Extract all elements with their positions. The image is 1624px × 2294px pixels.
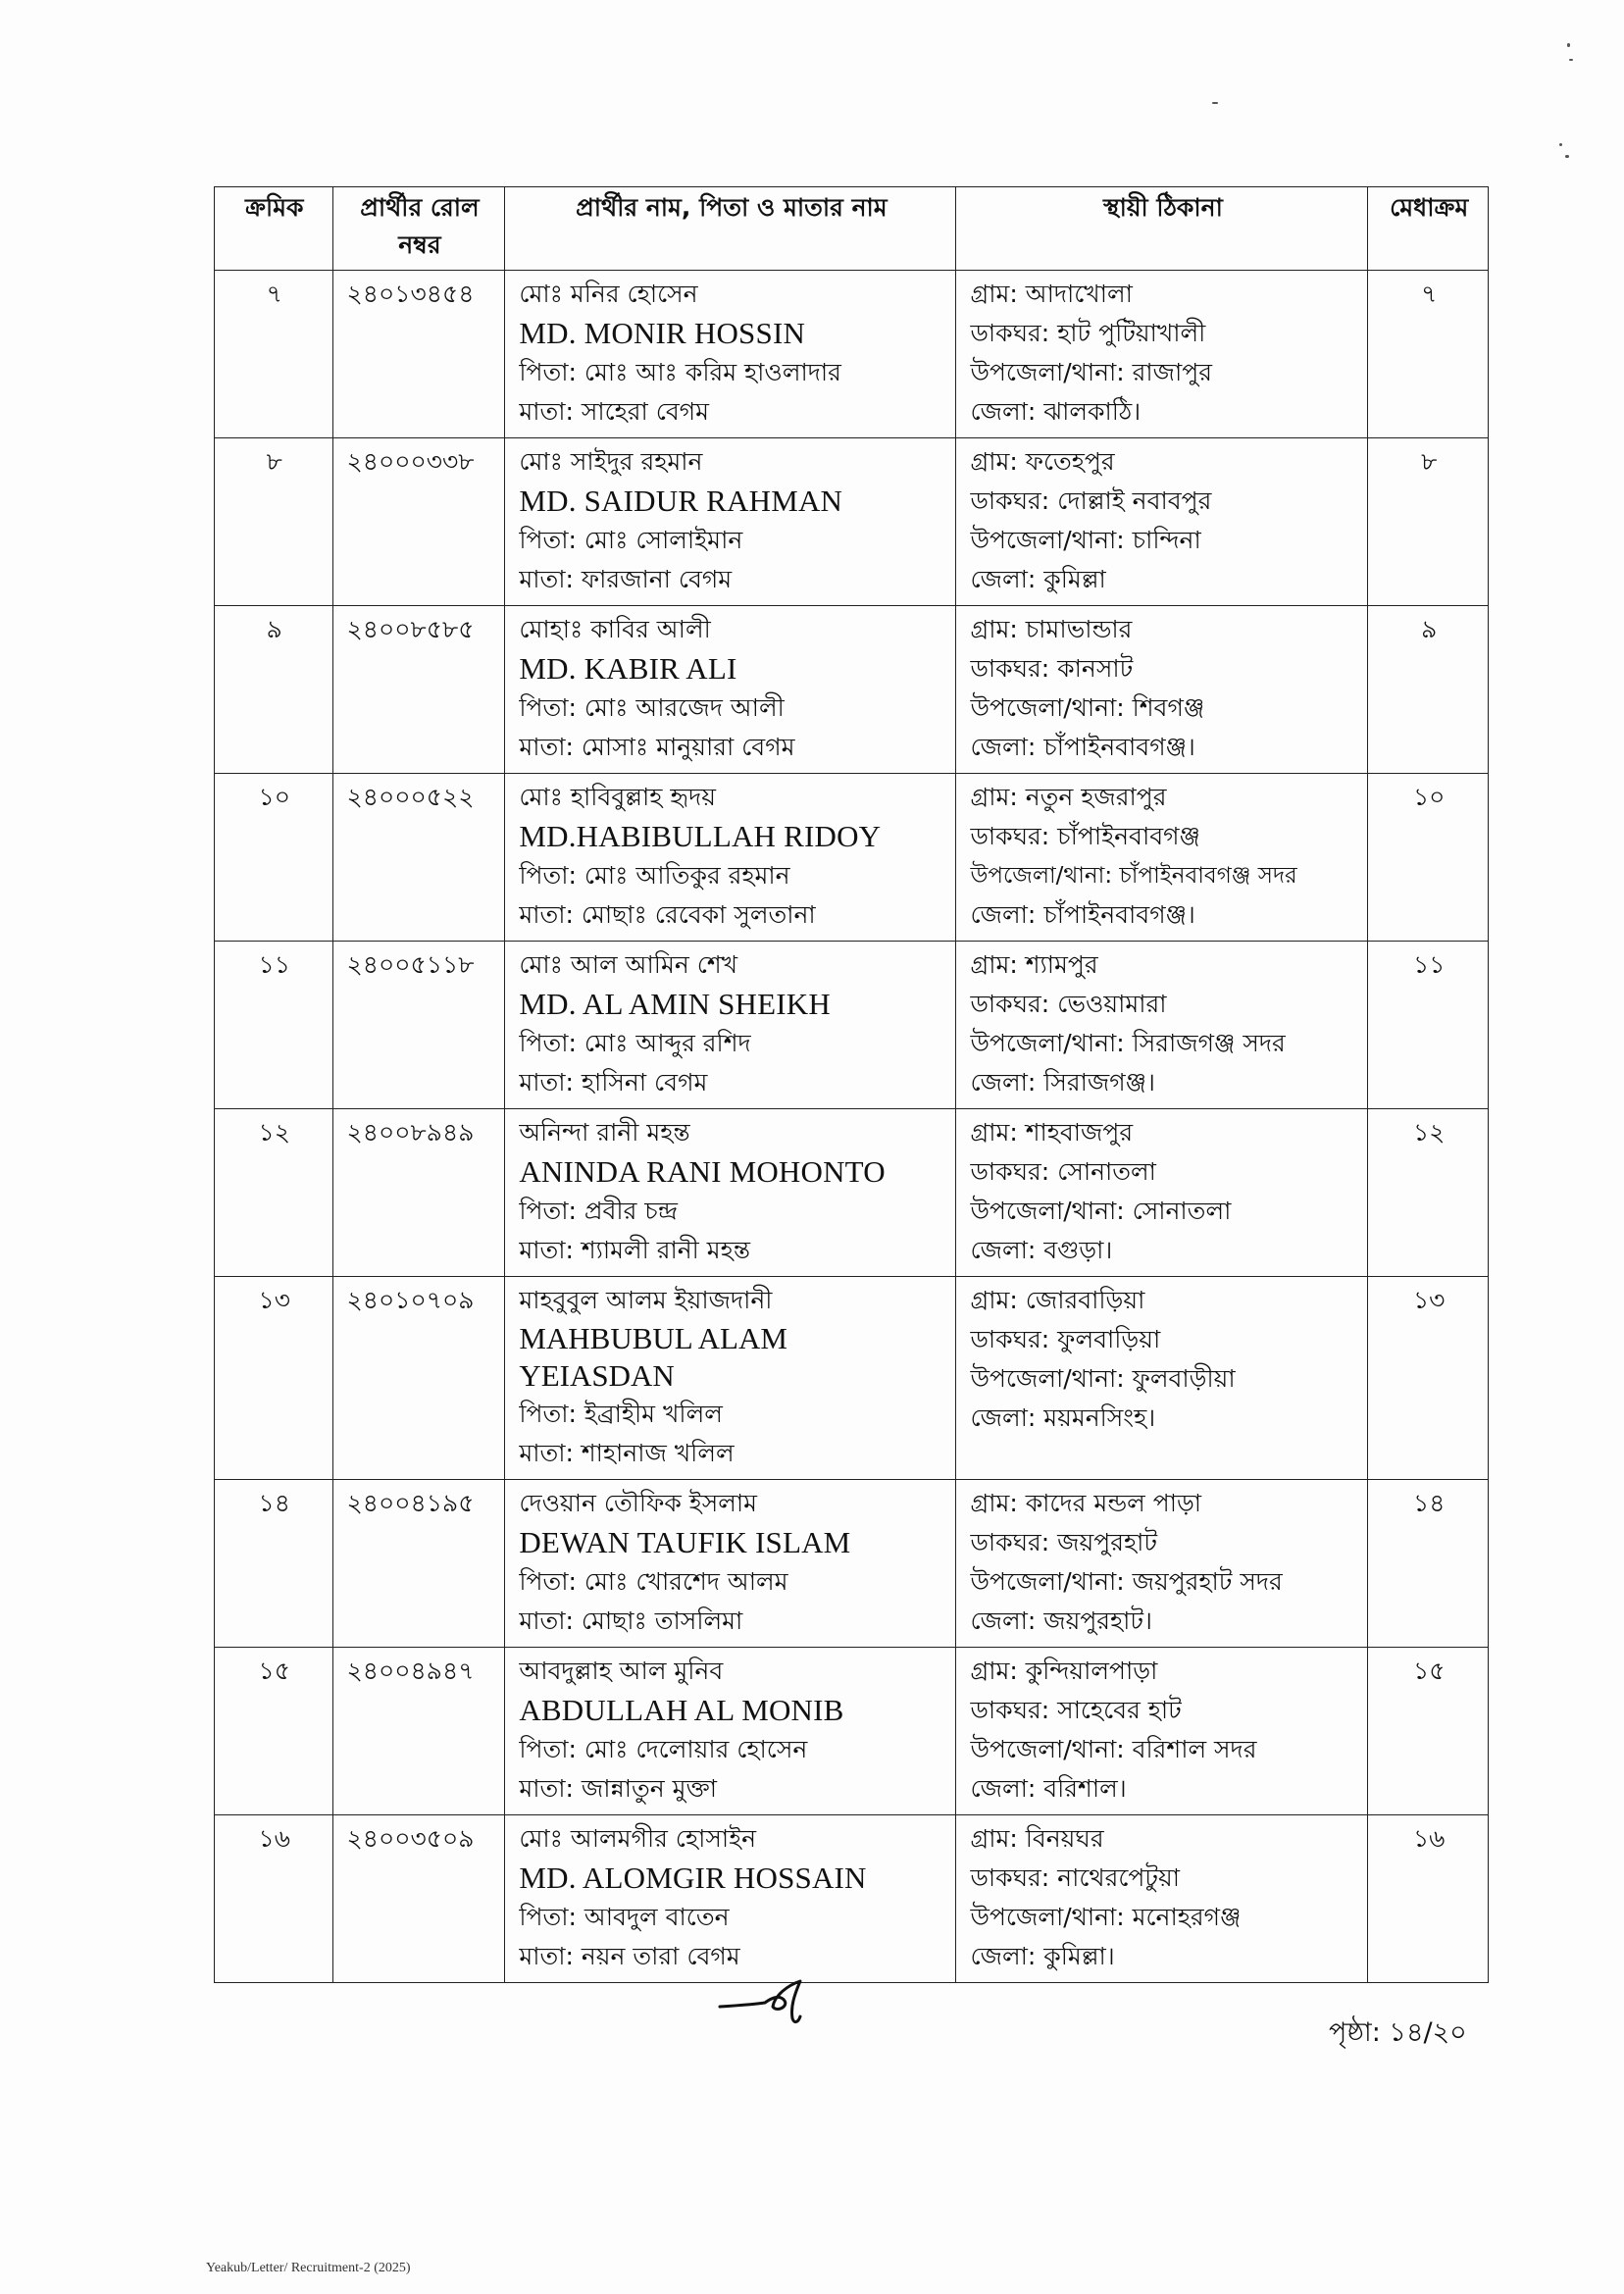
candidate-name-en: MD. SAIDUR RAHMAN <box>519 484 843 518</box>
address-cell <box>956 1648 1368 1815</box>
address-village: গ্রাম: চামাভান্ডার <box>970 615 1133 643</box>
address-district: জেলা: কুমিল্লা <box>970 565 1106 593</box>
address-upazila: উপজেলা/থানা: ফুলবাড়ীয়া <box>970 1364 1236 1393</box>
address-upazila: উপজেলা/থানা: বরিশাল সদর <box>970 1735 1257 1763</box>
roll-cell: ২৪০১০৭০৯ <box>332 1277 505 1480</box>
name-cell <box>505 1815 956 1983</box>
name-cell <box>505 438 956 606</box>
candidate-name-bn: দেওয়ান তৌফিক ইসলাম <box>519 1489 758 1517</box>
mother-name: মাতা: শাহানাজ খলিল <box>519 1439 735 1467</box>
table-row <box>215 1480 1489 1648</box>
candidate-results-table <box>214 186 1489 1983</box>
roll-cell: ২৪০০৩৫০৯ <box>332 1815 505 1983</box>
address-cell <box>956 606 1368 774</box>
header-address: স্থায়ী ঠিকানা <box>956 187 1368 271</box>
name-cell <box>505 1480 956 1648</box>
roll-cell: ২৪০০৫১১৮ <box>332 942 505 1109</box>
header-roll: প্রার্থীর রোল নম্বর <box>332 187 505 271</box>
signature-mark <box>716 1973 824 2032</box>
address-cell <box>956 438 1368 606</box>
scan-speck <box>1567 43 1570 47</box>
table-row <box>215 942 1489 1109</box>
serial-cell: ৯ <box>215 606 333 774</box>
candidate-name-en: ABDULLAH AL MONIB <box>519 1693 844 1727</box>
merit-cell: ১৫ <box>1368 1648 1489 1815</box>
mother-name: মাতা: নয়ন তারা বেগম <box>519 1942 740 1970</box>
candidate-name-en: MAHBUBUL ALAM YEIASDAN <box>519 1321 787 1393</box>
address-village: গ্রাম: আদাখোলা <box>970 280 1133 308</box>
candidate-name-en: DEWAN TAUFIK ISLAM <box>519 1525 851 1559</box>
address-cell <box>956 1480 1368 1648</box>
address-district: জেলা: জয়পুরহাট। <box>970 1606 1152 1635</box>
address-cell <box>956 774 1368 942</box>
address-district: জেলা: চাঁপাইনবাবগঞ্জ। <box>970 900 1195 929</box>
candidate-name-bn: অনিন্দা রানী মহন্ত <box>519 1118 690 1147</box>
header-merit: মেধাক্রম <box>1368 187 1489 271</box>
mother-name: মাতা: হাসিনা বেগম <box>519 1068 708 1096</box>
address-post: ডাকঘর: ফুলবাড়িয়া <box>970 1325 1161 1353</box>
merit-cell: ১০ <box>1368 774 1489 942</box>
roll-cell: ২৪০০০৫২২ <box>332 774 505 942</box>
roll-cell: ২৪০০৮৯৪৯ <box>332 1109 505 1277</box>
serial-cell: ৮ <box>215 438 333 606</box>
header-serial: ক্রমিক <box>215 187 333 271</box>
merit-cell: ৭ <box>1368 271 1489 438</box>
merit-cell: ৯ <box>1368 606 1489 774</box>
table-row <box>215 606 1489 774</box>
candidate-name-bn: মোঃ আল আমিন শেখ <box>519 950 738 979</box>
serial-cell: ১৫ <box>215 1648 333 1815</box>
candidate-name-bn: মোঃ মনির হোসেন <box>519 280 698 308</box>
address-village: গ্রাম: শাহবাজপুর <box>970 1118 1134 1147</box>
mother-name: মাতা: মোসাঃ মানুয়ারা বেগম <box>519 733 795 761</box>
name-cell <box>505 271 956 438</box>
serial-cell: ৭ <box>215 271 333 438</box>
address-village: গ্রাম: বিনয়ঘর <box>970 1824 1104 1853</box>
page-number: পৃষ্ঠা: ১৪/২০ <box>1329 2017 1467 2048</box>
mother-name: মাতা: মোছাঃ রেবেকা সুলতানা <box>519 900 816 929</box>
father-name: পিতা: মোঃ দেলোয়ার হোসেন <box>519 1735 808 1763</box>
scan-speck <box>1559 143 1562 146</box>
merit-cell: ১৪ <box>1368 1480 1489 1648</box>
serial-cell: ১৬ <box>215 1815 333 1983</box>
table-row <box>215 1109 1489 1277</box>
roll-cell: ২৪০০৪৯৪৭ <box>332 1648 505 1815</box>
table-row <box>215 271 1489 438</box>
roll-cell: ২৪০০০৩৩৮ <box>332 438 505 606</box>
candidate-name-en: MD. KABIR ALI <box>519 651 737 686</box>
father-name: পিতা: মোঃ আঃ করিম হাওলাদার <box>519 358 841 386</box>
father-name: পিতা: মোঃ আব্দুর রশিদ <box>519 1029 751 1057</box>
address-upazila: উপজেলা/থানা: সোনাতলা <box>970 1197 1232 1225</box>
serial-cell: ১৪ <box>215 1480 333 1648</box>
address-village: গ্রাম: নতুন হজরাপুর <box>970 783 1167 811</box>
header-name: প্রার্থীর নাম, পিতা ও মাতার নাম <box>505 187 956 271</box>
address-village: গ্রাম: জোরবাড়িয়া <box>970 1286 1145 1314</box>
candidate-name-en: MD.HABIBULLAH RIDOY <box>519 819 882 853</box>
table-row <box>215 1277 1489 1480</box>
address-cell <box>956 1109 1368 1277</box>
mother-name: মাতা: শ্যামলী রানী মহন্ত <box>519 1236 751 1264</box>
roll-cell: ২৪০০৪১৯৫ <box>332 1480 505 1648</box>
mother-name: মাতা: মোছাঃ তাসলিমা <box>519 1606 743 1635</box>
name-cell <box>505 606 956 774</box>
address-upazila: উপজেলা/থানা: চান্দিনা <box>970 526 1201 554</box>
footer-reference: Yeakub/Letter/ Recruitment-2 (2025) <box>206 2261 411 2275</box>
name-cell <box>505 1277 956 1480</box>
address-upazila: উপজেলা/থানা: মনোহরগঞ্জ <box>970 1903 1242 1931</box>
father-name: পিতা: প্রবীর চন্দ্র <box>519 1197 678 1225</box>
mother-name: মাতা: ফারজানা বেগম <box>519 565 733 593</box>
candidate-name-bn: আবদুল্লাহ আল মুনিব <box>519 1657 724 1685</box>
serial-cell: ১৩ <box>215 1277 333 1480</box>
name-cell <box>505 774 956 942</box>
address-village: গ্রাম: কাদের মন্ডল পাড়া <box>970 1489 1202 1517</box>
address-district: জেলা: বরিশাল। <box>970 1774 1127 1803</box>
address-village: গ্রাম: ফতেহপুর <box>970 447 1115 476</box>
address-post: ডাকঘর: জয়পুরহাট <box>970 1528 1157 1556</box>
merit-cell: ১৩ <box>1368 1277 1489 1480</box>
table-row <box>215 1815 1489 1983</box>
address-post: ডাকঘর: কানসাট <box>970 654 1134 683</box>
address-upazila: উপজেলা/থানা: সিরাজগঞ্জ সদর <box>970 1029 1286 1057</box>
address-cell <box>956 1815 1368 1983</box>
address-post: ডাকঘর: চাঁপাইনবাবগঞ্জ <box>970 822 1200 850</box>
scan-speck <box>1565 155 1569 158</box>
address-district: জেলা: কুমিল্লা। <box>970 1942 1115 1970</box>
address-cell <box>956 1277 1368 1480</box>
father-name: পিতা: মোঃ আতিকুর রহমান <box>519 861 790 890</box>
father-name: পিতা: আবদুল বাতেন <box>519 1903 730 1931</box>
table-row <box>215 438 1489 606</box>
father-name: পিতা: মোঃ খোরশেদ আলম <box>519 1567 788 1596</box>
name-cell <box>505 942 956 1109</box>
candidate-name-bn: মাহবুবুল আলম ইয়াজদানী <box>519 1286 773 1314</box>
address-post: ডাকঘর: সাহেবের হাট <box>970 1696 1182 1724</box>
address-post: ডাকঘর: নাথেরপেটুয়া <box>970 1863 1180 1892</box>
merit-cell: ৮ <box>1368 438 1489 606</box>
merit-cell: ১২ <box>1368 1109 1489 1277</box>
name-cell <box>505 1648 956 1815</box>
address-post: ডাকঘর: হাট পুটিয়াখালী <box>970 319 1206 347</box>
table-row <box>215 774 1489 942</box>
address-district: জেলা: বগুড়া। <box>970 1236 1113 1264</box>
serial-cell: ১১ <box>215 942 333 1109</box>
mother-name: মাতা: জান্নাতুন মুক্তা <box>519 1774 718 1803</box>
address-upazila: উপজেলা/থানা: চাঁপাইনবাবগঞ্জ সদর <box>970 863 1297 889</box>
address-post: ডাকঘর: দোল্লাই নবাবপুর <box>970 486 1212 515</box>
candidate-name-en: ANINDA RANI MOHONTO <box>519 1154 886 1189</box>
scan-speck <box>1569 59 1573 61</box>
name-cell <box>505 1109 956 1277</box>
serial-cell: ১২ <box>215 1109 333 1277</box>
address-cell <box>956 942 1368 1109</box>
address-district: জেলা: চাঁপাইনবাবগঞ্জ। <box>970 733 1195 761</box>
father-name: পিতা: মোঃ আরজেদ আলী <box>519 693 785 722</box>
address-district: জেলা: ময়মনসিংহ। <box>970 1403 1156 1432</box>
father-name: পিতা: ইব্রাহীম খলিল <box>519 1400 723 1428</box>
candidate-name-bn: মোঃ আলমগীর হোসাইন <box>519 1824 757 1853</box>
candidate-name-bn: মোহাঃ কাবির আলী <box>519 615 711 643</box>
address-district: জেলা: সিরাজগঞ্জ। <box>970 1068 1155 1096</box>
candidate-name-en: MD. MONIR HOSSIN <box>519 316 806 350</box>
candidate-name-en: MD. AL AMIN SHEIKH <box>519 987 831 1021</box>
address-village: গ্রাম: শ্যামপুর <box>970 950 1098 979</box>
address-upazila: উপজেলা/থানা: রাজাপুর <box>970 358 1212 386</box>
address-upazila: উপজেলা/থানা: জয়পুরহাট সদর <box>970 1567 1283 1596</box>
roll-cell: ২৪০০৮৫৮৫ <box>332 606 505 774</box>
address-post: ডাকঘর: ভেওয়ামারা <box>970 990 1167 1018</box>
merit-cell: ১৬ <box>1368 1815 1489 1983</box>
merit-cell: ১১ <box>1368 942 1489 1109</box>
candidate-name-bn: মোঃ সাইদুর রহমান <box>519 447 703 476</box>
scan-speck <box>1212 102 1218 104</box>
candidate-name-bn: মোঃ হাবিবুল্লাহ হৃদয় <box>519 783 716 811</box>
mother-name: মাতা: সাহেরা বেগম <box>519 397 710 426</box>
address-district: জেলা: ঝালকাঠি। <box>970 397 1142 426</box>
table-row <box>215 1648 1489 1815</box>
address-village: গ্রাম: কুন্দিয়ালপাড়া <box>970 1657 1158 1685</box>
father-name: পিতা: মোঃ সোলাইমান <box>519 526 743 554</box>
table-header-row <box>215 187 1489 271</box>
address-cell <box>956 271 1368 438</box>
address-upazila: উপজেলা/থানা: শিবগঞ্জ <box>970 693 1205 722</box>
address-post: ডাকঘর: সোনাতলা <box>970 1157 1156 1186</box>
serial-cell: ১০ <box>215 774 333 942</box>
candidate-name-en: MD. ALOMGIR HOSSAIN <box>519 1861 867 1895</box>
roll-cell: ২৪০১৩৪৫৪ <box>332 271 505 438</box>
